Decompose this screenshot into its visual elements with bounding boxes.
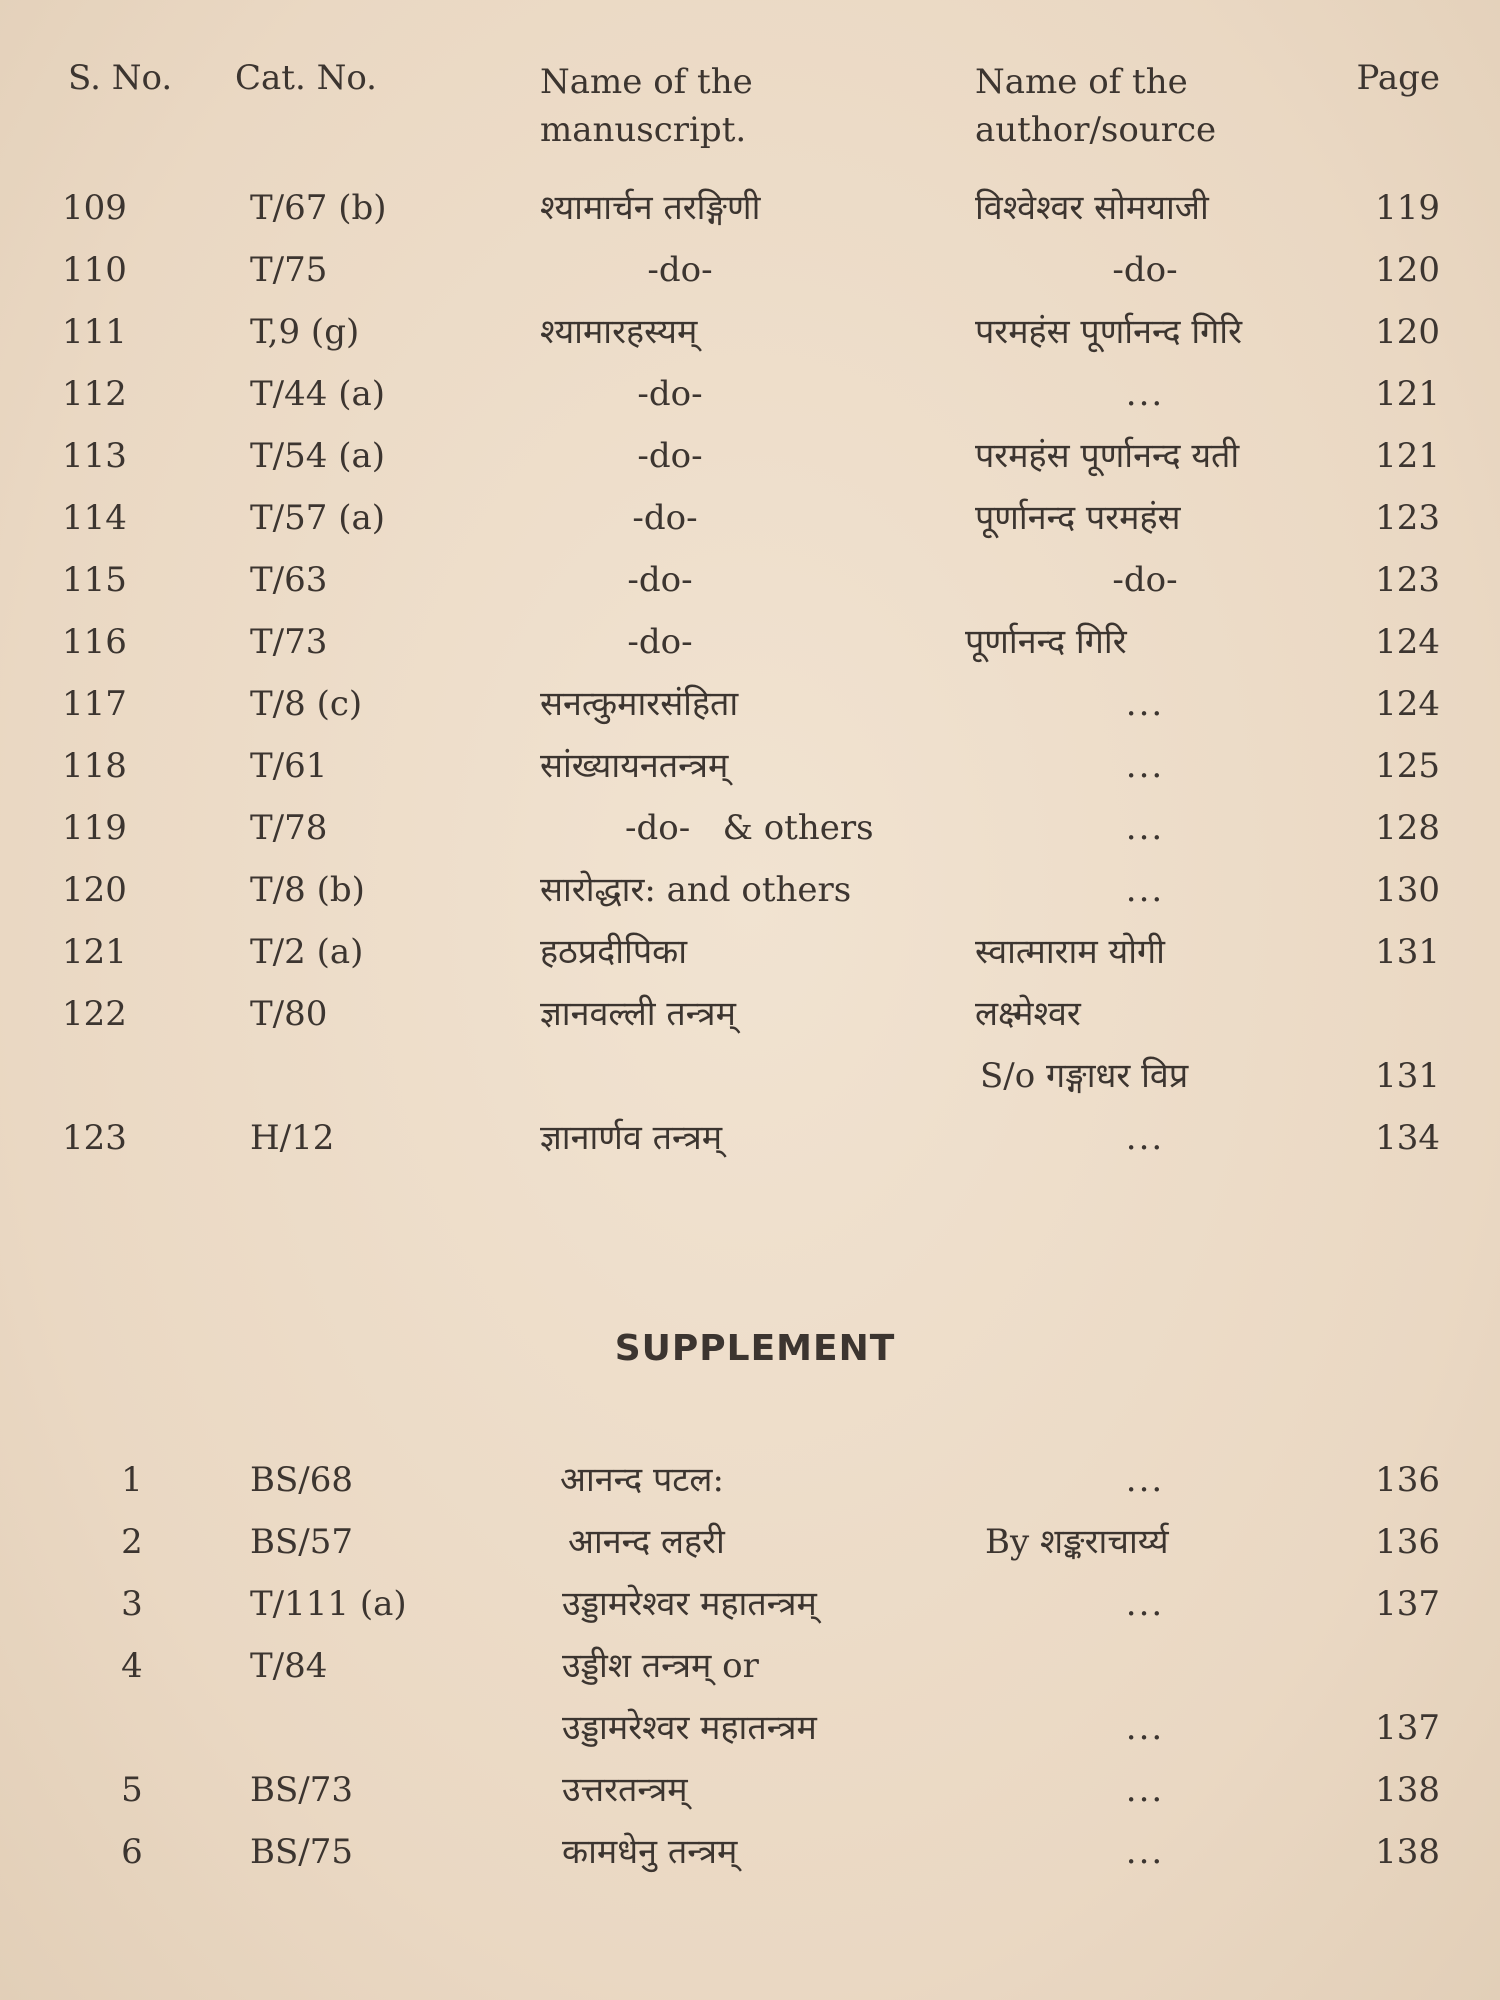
row-manuscript: -do- [627,622,693,662]
row-manuscript: उड्डामरेश्वर महातन्त्रम [562,1708,817,1748]
row-page: 138 [1375,1770,1440,1810]
row-sno: 117 [62,684,127,724]
row-page: 138 [1375,1832,1440,1872]
header-manuscript: Name of the manuscript. [540,62,753,150]
row-manuscript: सनत्कुमारसंहिता [540,684,739,724]
row-cat-no: T/2 (a) [250,932,364,972]
row-sno: 110 [62,250,127,290]
row-manuscript: आनन्द लहरी [568,1522,725,1562]
row-cat-no: T/61 [250,746,328,786]
row-sno: 115 [62,560,127,600]
supplement-heading: SUPPLEMENT [614,1328,896,1369]
row-manuscript: ज्ञानार्णव तन्त्रम् [540,1118,723,1158]
row-page: 121 [1375,436,1440,476]
row-author: परमहंस पूर्णानन्द गिरि [975,312,1242,352]
row-cat-no: T/44 (a) [250,374,386,414]
row-page: 125 [1375,746,1440,786]
row-sno: 123 [62,1118,127,1158]
row-author: ... [1125,1118,1165,1158]
row-cat-no: T/8 (b) [250,870,365,910]
row-page: 131 [1375,1056,1440,1096]
row-author: पूर्णानन्द गिरि [965,622,1127,662]
row-page: 119 [1375,188,1440,228]
row-cat-no: H/12 [250,1118,335,1158]
header-cat-no: Cat. No. [235,58,377,98]
row-page: 131 [1375,932,1440,972]
row-cat-no: T/8 (c) [250,684,363,724]
row-author: S/o गङ्गाधर विप्र [980,1056,1189,1096]
row-sno: 111 [62,312,127,352]
row-sno: 114 [62,498,127,538]
row-page: 136 [1375,1460,1440,1500]
row-manuscript: ज्ञानवल्ली तन्त्रम् [540,994,736,1034]
row-page: 123 [1375,498,1440,538]
row-author: -do- [1112,560,1178,600]
row-page: 134 [1375,1118,1440,1158]
row-manuscript: आनन्द पटल: [560,1460,724,1500]
row-cat-no: T/63 [250,560,328,600]
row-manuscript: -do- [627,560,693,600]
header-sno: S. No. [68,58,173,98]
row-cat-no: BS/73 [250,1770,353,1810]
row-sno: 109 [62,188,127,228]
row-cat-no: T/73 [250,622,328,662]
row-manuscript: -do- [637,436,703,476]
row-manuscript: सांख्यायनतन्त्रम् [540,746,729,786]
header-page: Page [1356,58,1440,98]
row-manuscript: -do- [647,250,713,290]
row-author: ... [1125,746,1165,786]
row-page: 128 [1375,808,1440,848]
row-manuscript: उड्डामरेश्वर महातन्त्रम् [562,1584,817,1624]
row-cat-no: BS/68 [250,1460,353,1500]
row-author: ... [1125,1770,1165,1810]
row-page: 137 [1375,1584,1440,1624]
row-sno: 113 [62,436,127,476]
row-author: ... [1125,1460,1165,1500]
row-page: 130 [1375,870,1440,910]
row-manuscript: कामधेनु तन्त्रम् [562,1832,738,1872]
row-author: ... [1125,808,1165,848]
row-page: 136 [1375,1522,1440,1562]
row-cat-no: BS/57 [250,1522,353,1562]
row-author: ... [1125,1708,1165,1748]
row-manuscript: उत्तरतन्त्रम् [562,1770,688,1810]
row-author: स्वात्माराम योगी [975,932,1165,972]
row-author: ... [1125,1584,1165,1624]
row-cat-no: T/75 [250,250,328,290]
row-sno: 120 [62,870,127,910]
row-author: ... [1125,870,1165,910]
row-sno: 5 [121,1770,143,1810]
row-manuscript: -do- [637,374,703,414]
row-sno: 121 [62,932,127,972]
row-cat-no: T/54 (a) [250,436,386,476]
row-manuscript: हठप्रदीपिका [540,932,688,972]
row-sno: 1 [121,1460,143,1500]
row-page: 120 [1375,312,1440,352]
row-cat-no: T/84 [250,1646,328,1686]
row-author: By शङ्कराचार्य्य [985,1522,1169,1562]
row-manuscript: -do- & others [625,808,874,848]
header-author: Name of the author/source [975,62,1217,150]
row-author: ... [1125,374,1165,414]
row-manuscript: -do- [632,498,698,538]
row-sno: 6 [121,1832,143,1872]
row-author: पूर्णानन्द परमहंस [975,498,1181,538]
row-manuscript: श्यामार्चन तरङ्गिणी [540,188,761,228]
row-author: -do- [1112,250,1178,290]
row-page: 124 [1375,684,1440,724]
row-author: ... [1125,1832,1165,1872]
row-sno: 2 [121,1522,143,1562]
row-author: परमहंस पूर्णानन्द यती [975,436,1240,476]
row-cat-no: T,9 (g) [250,312,360,352]
row-page: 137 [1375,1708,1440,1748]
row-page: 123 [1375,560,1440,600]
row-cat-no: BS/75 [250,1832,353,1872]
row-cat-no: T/67 (b) [250,188,387,228]
row-author: लक्ष्मेश्वर [975,994,1081,1034]
row-page: 121 [1375,374,1440,414]
row-sno: 119 [62,808,127,848]
row-page: 120 [1375,250,1440,290]
row-sno: 4 [121,1646,143,1686]
row-sno: 118 [62,746,127,786]
row-page: 124 [1375,622,1440,662]
row-sno: 122 [62,994,127,1034]
row-manuscript: उड्डीश तन्त्रम् or [562,1646,759,1686]
row-cat-no: T/80 [250,994,328,1034]
row-author: विश्वेश्वर सोमयाजी [975,188,1209,228]
row-sno: 116 [62,622,127,662]
row-sno: 3 [121,1584,143,1624]
row-cat-no: T/78 [250,808,328,848]
row-cat-no: T/57 (a) [250,498,386,538]
row-sno: 112 [62,374,127,414]
row-manuscript: श्यामारहस्यम् [540,312,698,352]
row-cat-no: T/111 (a) [250,1584,407,1624]
row-author: ... [1125,684,1165,724]
row-manuscript: सारोद्धार: and others [540,870,852,910]
